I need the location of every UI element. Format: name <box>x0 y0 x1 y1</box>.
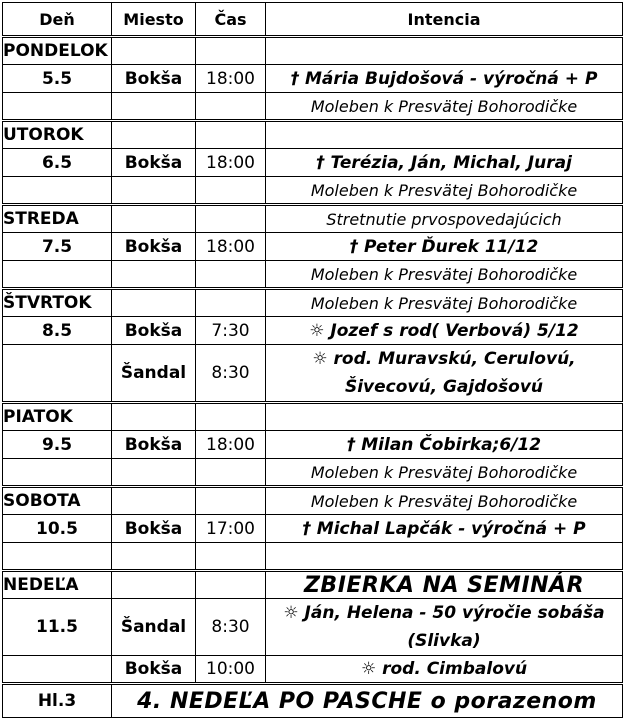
date: 6.5 <box>3 149 112 177</box>
day-row <box>3 403 623 431</box>
time: 7:30 <box>196 317 266 345</box>
day-name: PIATOK <box>3 403 112 431</box>
intention: † Peter Ďurek 11/12 <box>266 233 623 261</box>
time: 8:30 <box>196 345 266 403</box>
intention: ☼ rod. Muravskú, Cerulovú, Šivecovú, Gajdošovú <box>266 345 623 403</box>
header-place: Miesto <box>112 3 196 37</box>
time: 18:00 <box>196 233 266 261</box>
place: Bokša <box>112 317 196 345</box>
time: 18:00 <box>196 431 266 459</box>
place: Bokša <box>112 656 196 684</box>
tone-label: Hl.3 <box>3 684 112 718</box>
time: 18:00 <box>196 149 266 177</box>
intention: † Milan Čobirka;6/12 <box>266 431 623 459</box>
place: Šandal <box>112 345 196 403</box>
time: 18:00 <box>196 65 266 93</box>
day-row <box>3 205 623 233</box>
intention: ☼ Ján, Helena - 50 výročie sobáša (Slivka) <box>266 599 623 656</box>
empty-row <box>3 543 623 571</box>
time: 17:00 <box>196 515 266 543</box>
day-row <box>3 121 623 149</box>
day-row <box>3 37 623 65</box>
day-name: ŠTVRTOK <box>3 289 112 317</box>
mass-row <box>3 431 623 459</box>
header-day: Deň <box>3 3 112 37</box>
mass-row <box>3 233 623 261</box>
extra-row <box>3 93 623 121</box>
sunday-title: 4. NEDEĽA PO PASCHE o porazenom <box>112 684 623 718</box>
day-row <box>3 487 623 515</box>
header-time: Čas <box>196 3 266 37</box>
intention: ☼ Jozef s rod( Verbová) 5/12 <box>266 317 623 345</box>
day-name: NEDEĽA <box>3 571 112 599</box>
day-note: Stretnutie prvospovedajúcich <box>266 205 623 233</box>
date: 11.5 <box>3 599 112 656</box>
date: 10.5 <box>3 515 112 543</box>
extra-row <box>3 261 623 289</box>
day-row <box>3 571 623 599</box>
moleben: Moleben k Presvätej Bohorodičke <box>266 93 623 121</box>
place: Šandal <box>112 599 196 656</box>
mass-row <box>3 599 623 656</box>
extra-row <box>3 459 623 487</box>
day-row <box>3 289 623 317</box>
day-name: PONDELOK <box>3 37 112 65</box>
place: Bokša <box>112 515 196 543</box>
day-note: Moleben k Presvätej Bohorodičke <box>266 487 623 515</box>
mass-row <box>3 65 623 93</box>
mass-schedule-table <box>2 2 623 718</box>
date: 7.5 <box>3 233 112 261</box>
date: 8.5 <box>3 317 112 345</box>
extra-row <box>3 177 623 205</box>
moleben: Moleben k Presvätej Bohorodičke <box>266 261 623 289</box>
date: 5.5 <box>3 65 112 93</box>
mass-row <box>3 317 623 345</box>
intention: † Terézia, Ján, Michal, Juraj <box>266 149 623 177</box>
mass-row <box>3 656 623 684</box>
place: Bokša <box>112 431 196 459</box>
moleben: Moleben k Presvätej Bohorodičke <box>266 459 623 487</box>
collection-note: ZBIERKA NA SEMINÁR <box>266 571 623 599</box>
day-name: UTOROK <box>3 121 112 149</box>
day-name: STREDA <box>3 205 112 233</box>
place: Bokša <box>112 65 196 93</box>
moleben: Moleben k Presvätej Bohorodičke <box>266 177 623 205</box>
header-intention: Intencia <box>266 3 623 37</box>
day-name: SOBOTA <box>3 487 112 515</box>
intention: ☼ rod. Cimbalovú <box>266 656 623 684</box>
intention: † Michal Lapčák - výročná + P <box>266 515 623 543</box>
header-row <box>3 3 623 37</box>
day-note: Moleben k Presvätej Bohorodičke <box>266 289 623 317</box>
mass-row <box>3 515 623 543</box>
date: 9.5 <box>3 431 112 459</box>
mass-row <box>3 345 623 403</box>
time: 10:00 <box>196 656 266 684</box>
place: Bokša <box>112 149 196 177</box>
place: Bokša <box>112 233 196 261</box>
footer-row <box>3 684 623 718</box>
intention: † Mária Bujdošová - výročná + P <box>266 65 623 93</box>
time: 8:30 <box>196 599 266 656</box>
mass-row <box>3 149 623 177</box>
